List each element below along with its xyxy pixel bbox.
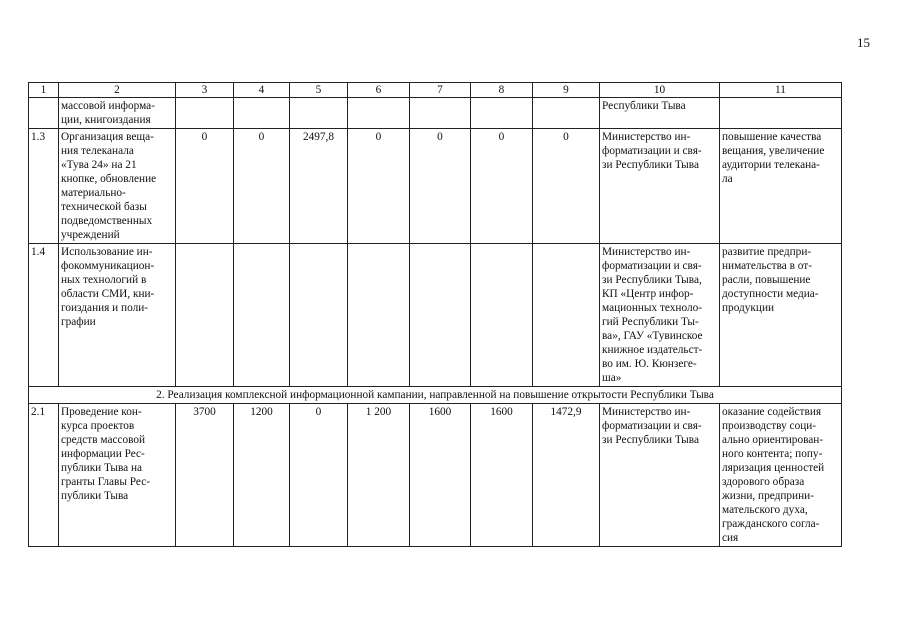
program-table <box>28 82 842 547</box>
section-heading: 2. Реализация комплексной информационной кампании, направленной на повышение открытости Республики Тыва <box>29 387 842 404</box>
funding-value <box>176 98 234 129</box>
funding-value: 0 <box>348 129 410 244</box>
expected-result: оказание содействия производству соци- ально ориентирован- ного контента; попу- ляризация ценностей здорового образа жизни, предприни- мательского духа, гражданского согла- сия <box>720 404 842 547</box>
header-cell: 4 <box>234 83 290 98</box>
table-row <box>29 244 842 387</box>
funding-value: 1472,9 <box>533 404 600 547</box>
header-cell: 2 <box>59 83 176 98</box>
item-number: 1.4 <box>29 244 59 387</box>
table-row <box>29 404 842 547</box>
header-cell: 11 <box>720 83 842 98</box>
expected-result <box>720 98 842 129</box>
item-number: 1.3 <box>29 129 59 244</box>
header-cell: 3 <box>176 83 234 98</box>
header-cell: 6 <box>348 83 410 98</box>
funding-value: 0 <box>234 129 290 244</box>
funding-value: 0 <box>471 129 533 244</box>
funding-value <box>410 98 471 129</box>
expected-result: повышение качества вещания, увеличение аудитории телекана- ла <box>720 129 842 244</box>
funding-value: 1 200 <box>348 404 410 547</box>
funding-value <box>533 244 600 387</box>
section-row <box>29 387 842 404</box>
funding-value: 1600 <box>410 404 471 547</box>
funding-value <box>348 98 410 129</box>
funding-value <box>234 98 290 129</box>
expected-result: развитие предпри- нимательства в от- расли, повышение доступности медиа- продукции <box>720 244 842 387</box>
funding-value <box>471 244 533 387</box>
funding-value <box>290 244 348 387</box>
item-name: Организация веща- ния телеканала «Тува 24» на 21 кнопке, обновление материально- технической базы подведомственных учреждений <box>59 129 176 244</box>
funding-value <box>234 244 290 387</box>
header-cell: 10 <box>600 83 720 98</box>
item-number: 2.1 <box>29 404 59 547</box>
item-name: массовой информа- ции, книгоиздания <box>59 98 176 129</box>
funding-value: 1200 <box>234 404 290 547</box>
item-name: Проведение кон- курса проектов средств массовой информации Рес- публики Тыва на гранты Главы Рес- публики Тыва <box>59 404 176 547</box>
funding-value <box>471 98 533 129</box>
funding-value <box>348 244 410 387</box>
header-cell: 8 <box>471 83 533 98</box>
table-body <box>29 83 842 547</box>
item-number <box>29 98 59 129</box>
executor: Министерство ин- форматизации и свя- зи Республики Тыва <box>600 129 720 244</box>
item-name: Использование ин- фокоммуникацион- ных технологий в области СМИ, кни- гоиздания и поли- графии <box>59 244 176 387</box>
header-cell: 5 <box>290 83 348 98</box>
funding-value: 3700 <box>176 404 234 547</box>
funding-value: 2497,8 <box>290 129 348 244</box>
header-cell: 9 <box>533 83 600 98</box>
table-row <box>29 129 842 244</box>
funding-value <box>533 98 600 129</box>
header-cell: 1 <box>29 83 59 98</box>
funding-value: 0 <box>410 129 471 244</box>
funding-value: 0 <box>176 129 234 244</box>
header-row <box>29 83 842 98</box>
table-row <box>29 98 842 129</box>
funding-value <box>410 244 471 387</box>
funding-value: 0 <box>290 404 348 547</box>
funding-value <box>176 244 234 387</box>
funding-value <box>290 98 348 129</box>
funding-value: 0 <box>533 129 600 244</box>
executor: Министерство ин- форматизации и свя- зи Республики Тыва <box>600 404 720 547</box>
page-number: 15 <box>857 35 870 50</box>
executor: Министерство ин- форматизации и свя- зи Республики Тыва, КП «Центр инфор- мационных техноло- гий Республики Ты- ва», ГАУ «Тувинское книжное издательст- во им. Ю. Кюнзеге- ша» <box>600 244 720 387</box>
funding-value: 1600 <box>471 404 533 547</box>
header-cell: 7 <box>410 83 471 98</box>
executor: Республики Тыва <box>600 98 720 129</box>
